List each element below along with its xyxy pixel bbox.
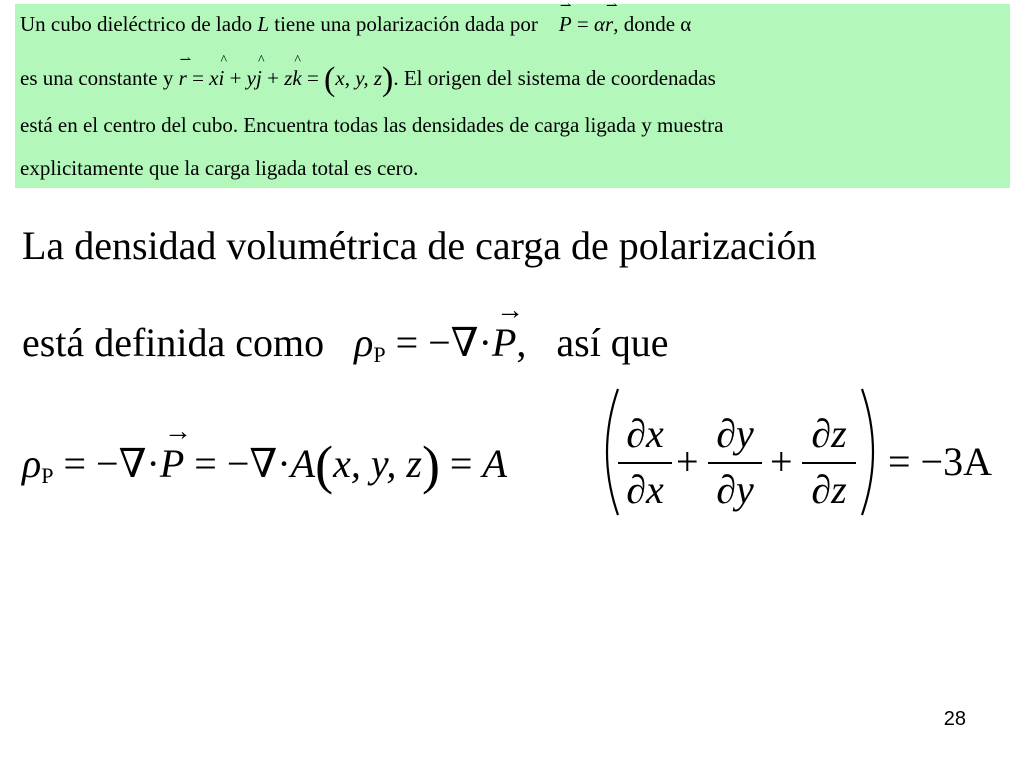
vector-arrow-icon: → — [163, 416, 192, 447]
symbol-r: r — [605, 12, 614, 36]
fraction-bar — [802, 462, 856, 464]
symbol-rho: ρ — [22, 441, 42, 486]
symbol-x: x — [209, 66, 219, 90]
denominator: ∂y — [716, 467, 754, 512]
problem-text: , donde α — [613, 12, 692, 36]
symbol-P: P — [491, 320, 517, 365]
equals-neg-divergence: = −∇· — [63, 441, 160, 486]
symbol-A: A — [290, 441, 316, 486]
unit-vector-i — [218, 53, 228, 90]
equals-sign: = — [306, 66, 319, 90]
problem-text: es una constante y — [20, 66, 174, 90]
numerator: ∂y — [716, 411, 754, 456]
big-paren-close — [858, 386, 888, 518]
vector-arrow-icon: ⇀ — [606, 0, 618, 14]
vector-arrow-icon: → — [495, 295, 524, 326]
symbol-y: y — [246, 66, 256, 90]
problem-text: . El origen del sistema de coordenadas — [393, 66, 716, 90]
equals-neg-divergence: = −∇· — [395, 320, 492, 365]
vector-arrow-icon: ⇀ — [179, 53, 192, 68]
subscript-P: P — [41, 463, 54, 488]
symbol-P: P — [159, 441, 185, 486]
coordinates-xyz: x, y, z — [335, 66, 383, 90]
symbol-i: i — [218, 66, 225, 90]
fraction-dy-dy — [704, 411, 766, 512]
unit-vector-k — [292, 53, 302, 90]
symbol-alpha: α — [593, 12, 606, 36]
symbol-L: L — [257, 12, 270, 36]
fraction-dx-dx — [614, 411, 676, 512]
fraction-bar — [618, 462, 672, 464]
symbol-z: z — [284, 66, 293, 90]
numerator: ∂z — [811, 411, 847, 456]
problem-statement-box — [15, 0, 1010, 188]
problem-line-2 — [20, 53, 716, 98]
hat-icon: ^ — [258, 53, 265, 68]
subscript-P: P — [373, 342, 386, 367]
paren-open: ( — [324, 61, 336, 98]
denominator: ∂z — [811, 467, 847, 512]
plus-sign: + — [676, 439, 699, 484]
plus-sign: + — [229, 66, 242, 90]
coordinates-xyz: x, y, z — [333, 441, 422, 486]
page-number: 28 — [943, 708, 966, 730]
equation-left-part — [22, 416, 507, 495]
body-text: así que — [556, 320, 669, 365]
symbol-r: r — [178, 66, 187, 90]
hat-icon: ^ — [220, 53, 228, 68]
problem-text: Un cubo dieléctrico de lado — [20, 12, 253, 36]
problem-line-3: está en el centro del cubo. Encuentra todas las densidades de carga ligada y muestra — [20, 113, 724, 137]
vector-P — [159, 416, 192, 486]
vector-r — [605, 0, 618, 36]
plus-sign: + — [267, 66, 279, 90]
equals-sign: = — [449, 441, 473, 486]
symbol-P: P — [558, 12, 572, 36]
fraction-dz-dz — [798, 411, 860, 512]
plus-sign: + — [770, 439, 793, 484]
problem-text: tiene una polarización dada por — [274, 12, 538, 36]
comma: , — [516, 320, 527, 365]
body-line-2 — [22, 295, 669, 367]
equals-neg-divergence: = −∇· — [194, 441, 291, 486]
numerator: ∂x — [626, 411, 664, 456]
problem-line-1 — [20, 0, 692, 36]
unit-vector-j — [256, 53, 265, 90]
symbol-k: k — [292, 66, 302, 90]
symbol-j: j — [256, 66, 262, 90]
fraction-bar — [708, 462, 762, 464]
vector-arrow-icon: ⇀ — [559, 0, 572, 14]
symbol-A: A — [482, 441, 507, 486]
body-line-1: La densidad volumétrica de carga de polarización — [22, 223, 817, 268]
equals-sign: = — [192, 66, 204, 90]
paren-close: ) — [421, 435, 440, 495]
vector-P — [491, 295, 524, 365]
paren-open: ( — [315, 435, 334, 495]
denominator: ∂x — [626, 467, 664, 512]
vector-P — [558, 0, 572, 36]
symbol-rho: ρ — [354, 320, 374, 365]
paren-close: ) — [382, 61, 394, 98]
body-text: está definida como — [22, 320, 325, 365]
equals-sign: = — [576, 12, 589, 36]
problem-line-4: explicitamente que la carga ligada total es cero. — [20, 156, 419, 180]
vector-r — [178, 53, 192, 90]
equation-result: = −3A — [888, 439, 993, 484]
hat-icon: ^ — [294, 53, 301, 68]
